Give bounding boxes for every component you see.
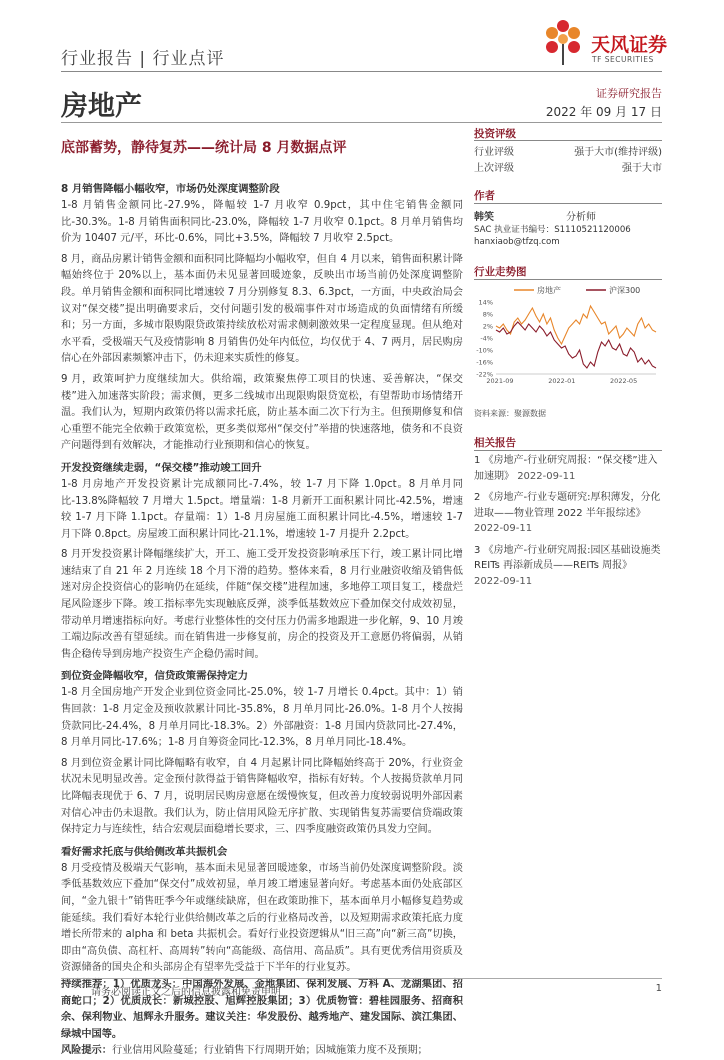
related-item[interactable]: 2 《房地产-行业专题研究:厚积薄发，分化进取——物业管理 2022 半年报综述》 2022-09-11: [474, 492, 661, 534]
y-tick-label: -10%: [476, 346, 493, 355]
section-title: 8 月销售降幅小幅收窄，市场仍处深度调整阶段: [61, 183, 280, 195]
footer-disclaimer: 请务必阅读正文之后的信息披露和免责申明: [91, 987, 281, 998]
series-line-hs300: [496, 322, 656, 368]
author-role: 分析师: [566, 212, 596, 223]
paragraph: 1-8 月房地产开发投资累计完成额同比-7.4%，较 1-7 月下降 1.0pct。8 月单月同比-13.8%降幅较 7 月增大 1.5pct。增量端：1-8 月新开工面积累计同比-42.5%，增速较 1-7 月下降 1.1pct。存量端：1）1-8 月房屋施工面积累计同比-4.5%，增速较 1-7 月下降 0.8pct。房屋竣工面积累计同比-21.1%，增速较 1-7 月提升 2.2pct。: [61, 478, 463, 540]
section-title: 看好需求托底与供给侧改革共振机会: [61, 845, 228, 858]
rating-heading: 投资评级: [474, 128, 516, 140]
paragraph: 8 月开发投资累计降幅继续扩大，开工、施工受开发投资影响承压下行，竣工累计同比增速结束了自 21 年 2 月连续 18 个月下滑的趋势。整体来看，8 月行业融资收缩及销售低迷对房企投资信心的影响仍在延续，伴随“保交楼”进程加速，多地停工项目复工，楼盘烂尾风险逐步下降。竣工指标率先实现触底反弹，淡季低基数效应下叠加保交付成效初显，带动单月增速指标向好。考虑行业整体性的交付压力仍需多地跟进一步化解，9、10 月竣工端边际改善有望延续。而在销售进一步修复前，房企的投资及开工意愿仍将偏弱，从销售企稳传导到房地产投资生产企稳仍需时间。: [61, 549, 463, 660]
y-tick-label: -16%: [476, 358, 493, 367]
author-sac: SAC 执业证书编号：S1110521120006: [474, 225, 631, 235]
trend-source: 资料来源：聚源数据: [474, 409, 546, 418]
paragraph: 1-8 月全国房地产开发企业到位资金同比-25.0%，较 1-7 月增长 0.4pct。其中：1）销售回款：1-8 月定金及预收款累计同比-35.8%，8 月单月同比-26.0%。1-8 月个人按揭贷款同比-24.4%，8 月单月同比-18.3%。2）外部融资：1-8 月国内贷款同比-27.4%，8 月单月同比-17.6%；1-8 月自筹资金同比-12.3%，8 月单月同比-18.4%。: [61, 687, 463, 749]
y-tick-label: 14%: [478, 298, 493, 307]
related-item[interactable]: 1 《房地产-行业研究周报：“保交楼”进入加速期》 2022-09-11: [474, 455, 658, 482]
rating-value-previous: 强于大市: [622, 163, 662, 174]
logo-name: 天风证券: [591, 34, 668, 56]
paragraph: 8 月受疫情及极端天气影响，基本面未见显著回暖迹象，市场当前仍处深度调整阶段。淡季低基数效应下叠加“保交付”成效初显，单月竣工增速显著向好。考虑基本面仍处底部区间，“金九银十”销售旺季今年或继续缺席，但在政策助推下，基本面单月小幅修复趋势或能延续。我们看好本轮行业供给侧改革之后的行业格局改善，以及短期需求政策托底力度增长所带来的 alpha 和 beta 共振机会。看好行业投资逻辑从“旧三高”向“新三高”切换，即由“高负债、高杠杆、高周转”转向“高能级、高信用、高品质”。具有更优秀信用资质及资源储备的国央企和头部房企有望率先受益于下半年的行业复苏。: [61, 862, 463, 974]
section-title: 到位资金降幅收窄，信贷政策需保持定力: [61, 670, 249, 683]
related-item[interactable]: 3 《房地产-行业研究周报:园区基础设施类 REITs 再添新成员——REITs 周报》 2022-09-11: [474, 544, 661, 587]
logo-sub: TF SECURITIES: [592, 55, 654, 64]
paragraph: 8 月，商品房累计销售金额和面积同比降幅均小幅收窄，但自 4 月以来，销售面积累计降幅始终位于 20%以上，基本面仍未见显著回暖迹象，反映出市场当前仍处深度调整阶段。单月销售金额和面积同比增速较 7 月分别修复 8.3、6.3pct，一方面，中央政治局会议对“保交楼”提出明确要求后，交付问题引发的极端事件对市场造成的负面情绪有所缓和；另一方面，多城市限购限贷政策持续放松对需求侧刺激效果一定程度显现。但从绝对水平看，受极端天气及疫情影响 8 月销售仍处年内低位，均仅优于 4、7 两月，居民购房信心在外部因素频繁冲击下，仍未迎来实质性的修复。: [61, 253, 463, 365]
trend-chart: [474, 282, 662, 398]
y-tick-label: 8%: [482, 310, 493, 319]
paragraph: 1-8 月销售金额同比-27.9%，降幅较 1-7 月收窄 0.9pct，其中住宅销售金额同比-30.3%。1-8 月销售面积同比-23.0%，降幅较 1-7 月收窄 0.1pct。8 月单月销售均价为 10407 元/平，环比-0.6%，同比+3.5%，降幅较 7 月收窄 2.5pct。: [61, 200, 463, 245]
report-date: 2022 年 09 月 17 日: [545, 105, 662, 119]
y-tick-label: -4%: [480, 334, 493, 343]
x-tick-label: 2022-01: [548, 377, 576, 385]
report-subtitle: 底部蓄势，静待复苏——统计局 8 月数据点评: [61, 140, 347, 156]
page-number: 1: [655, 983, 662, 994]
section-title: 开发投资继续走弱，“保交楼”推动竣工回升: [61, 461, 262, 474]
brand-logo: [539, 18, 669, 70]
related-heading: 相关报告: [474, 437, 516, 449]
author-email[interactable]: hanxiaob@tfzq.com: [474, 237, 560, 247]
y-tick-label: 2%: [482, 322, 493, 331]
author-name: 韩笑: [474, 212, 494, 223]
legend-label: 沪深300: [609, 286, 641, 295]
related-list: [474, 453, 664, 589]
report-category: 行业报告 | 行业点评: [61, 49, 225, 69]
trend-heading: 行业走势图: [474, 266, 527, 278]
rating-value-current: 强于大市(维持评级): [574, 147, 662, 158]
author-heading: 作者: [474, 190, 495, 202]
rating-label-previous: 上次评级: [474, 163, 514, 174]
paragraph: 9 月，政策呵护力度继续加大。供给端，政策聚焦停工项目的快速、妥善解决，“保交楼”进入加速落实阶段；需求侧，更多二线城市出现限购限贷宽松，有望帮助市场情绪开温。我们认为，短期内政策仍将以需求托底，防止基本面二次下行为主。但预期修复和信心重塑不能完全依赖于政策宽松，更多类似郑州“保交付”举措的快速落地，债务和不良资产问题得到有效解决，才能推动行业预期和信心的恢复。: [61, 373, 463, 452]
recommendation-paragraph: 持续推荐：1）优质龙头：中国海外发展、金地集团、保利发展、万科 A、龙湖集团、招商蛇口；2）优质成长：新城控股、旭辉控股集团；3）优质物管：碧桂园服务、招商积余、保利物业、旭辉永升服务。建议关注：华发股份、越秀地产、建发国际、滨江集团、绿城中国等。: [61, 978, 463, 1040]
paragraph: 8 月到位资金累计同比降幅略有收窄，自 4 月起累计同比降幅始终高于 20%，行业资金状况未见明显改善。定金预付款得益于销售降幅收窄，指标有好转。个人按揭贷款单月同比降幅表现优于 6、7 月，说明居民购房意愿在缓慢恢复，但改善力度较弱说明外部因素对信心冲击仍未退散。我们认为，防止信用风险无序扩散、实现销售复苏需要信贷端政策保持定力与连续性，结合宏观层面稳增长要求，三、四季度融资政策仍具发力空间。: [61, 757, 463, 836]
report-type: 证券研究报告: [596, 87, 662, 100]
industry-title: 房地产: [61, 91, 142, 122]
y-tick-label: -22%: [476, 370, 493, 379]
x-tick-label: 2021-09: [486, 377, 514, 385]
main-body: [61, 180, 463, 1060]
risk-paragraph: 风险提示：行业信用风险蔓延；行业销售下行周期开始；因城施策力度不及预期；: [61, 1045, 428, 1057]
flower-logo-icon: [539, 18, 587, 68]
legend-label: 房地产: [537, 286, 561, 295]
x-tick-label: 2022-05: [610, 377, 638, 385]
rating-label-current: 行业评级: [474, 147, 514, 158]
